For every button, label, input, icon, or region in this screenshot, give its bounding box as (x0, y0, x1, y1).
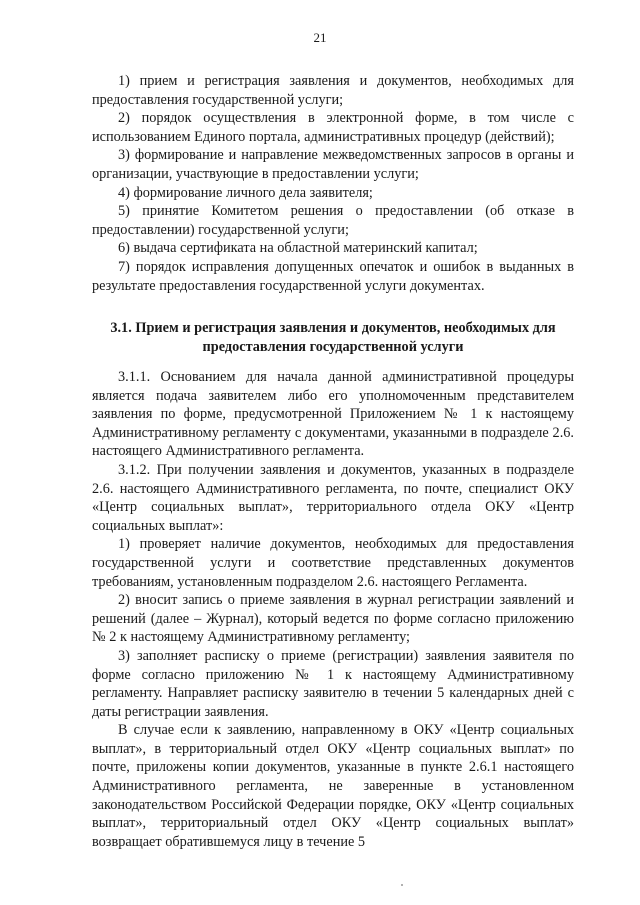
paragraph: В случае если к заявлению, направленному в ОКУ «Центр социальных выплат», в территориальный отдел ОКУ «Центр социальных выплат» по почте, приложены копии документов, указанные в пункте 2.6.1 настоящего Административного регламента, не заверенные в установленном законодательством Российской Федерации порядке, ОКУ «Центр социальных выплат», территориальный отдел ОКУ «Центр социальных выплат» возвращает обратившемуся лицу в течение 5 (92, 722, 574, 850)
paragraph: 3.1.2. При получении заявления и документов, указанных в подразделе 2.6. настоящего Административного регламента, по почте, специалист ОКУ «Центр социальных выплат», территориального отдела ОКУ «Центр социальных выплат»: (92, 461, 574, 534)
section-body (92, 368, 574, 851)
list-item: 4) формирование личного дела заявителя; (118, 184, 373, 201)
list-item: 3) формирование и направление межведомственных запросов в органы и организации, участвующие в предоставлении услуги; (92, 147, 574, 182)
paragraph: 3) заполняет расписку о приеме (регистрации) заявления заявителя по форме согласно приложению № 1 к настоящему Административному регламенту. Направляет расписку заявителю в течении 5 календарных дней с даты регистрации заявления. (92, 647, 574, 720)
page-number: 21 (313, 30, 327, 45)
scan-speck (401, 884, 403, 886)
list-item: 5) принятие Комитетом решения о предоставлении (об отказе в предоставлении) государственной услуги; (92, 203, 574, 238)
list-item: 6) выдача сертификата на областной материнский капитал; (118, 240, 478, 257)
section-heading: 3.1. Прием и регистрация заявления и документов, необходимых для предоставления государственной услуги (110, 320, 556, 355)
paragraph: 2) вносит запись о приеме заявления в журнал регистрации заявлений и решений (далее – Журнал), который ведется по форме согласно приложению № 2 к настоящему Административному регламенту; (92, 592, 574, 646)
paragraph: 3.1.1. Основанием для начала данной административной процедуры является подача заявителем либо его уполномоченным представителем заявления по форме, предусмотренной Приложением № 1 к настоящему Административному регламенту с документами, указанными в подразделе 2.6. настоящего Административного регламента. (92, 369, 574, 460)
list-item: 1) прием и регистрация заявления и документов, необходимых для предоставления государственной услуги; (92, 73, 574, 108)
paragraph: 1) проверяет наличие документов, необходимых для предоставления государственной услуги и соответствие представленных документов требованиям, установленным подразделом 2.6. настоящего Регламента. (92, 536, 574, 590)
procedure-list (92, 72, 574, 295)
list-item: 2) порядок осуществления в электронной форме, в том числе с использованием Единого портала, административных процедур (действий); (92, 110, 574, 145)
list-item: 7) порядок исправления допущенных опечаток и ошибок в выданных в результате предоставления государственной услуги документах. (92, 258, 574, 294)
